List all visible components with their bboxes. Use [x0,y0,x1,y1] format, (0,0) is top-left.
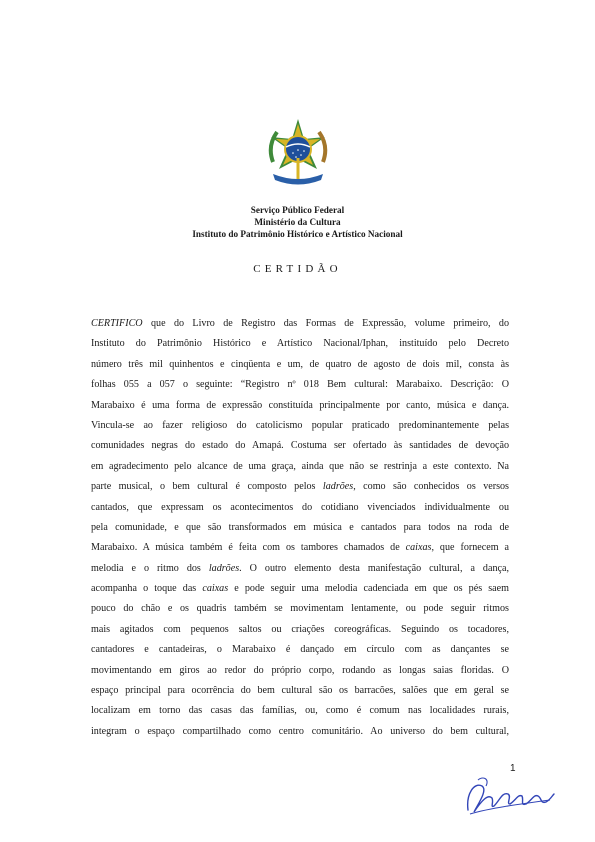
brazil-coat-of-arms-icon [267,118,329,190]
certificate-body [91,314,509,742]
body-line: acompanha o toque das caixas e pode seguir uma melodia cadenciada em que os pés saem [91,583,509,595]
body-line: mais agitados com pequenos saltos ou criações coreográficas. Seguindo os tocadores, [91,623,509,635]
body-line: Instituto do Patrimônio Histórico e Artístico Nacional/Iphan, instituído pelo Decreto [91,338,509,350]
body-line: Marabaixo. A música também é feita com os tambores chamados de caixas, que fornecem a [91,542,509,554]
institution-header [0,204,595,240]
header-line-institute: Instituto do Patrimônio Histórico e Artístico Nacional [192,229,403,239]
italic-term: ladrões [208,562,240,574]
body-line: espaço principal para ocorrência do bem cultural são os barracões, salões que em geral se [91,685,509,697]
body-line: número três mil quinhentos e cinqüenta e um, de quatro de agosto de dois mil, consta às [91,358,509,370]
page-number: 1 [510,763,516,774]
body-line: Vincula-se ao fazer religioso do catolicismo popular praticado predominantemente pelas [91,419,509,431]
italic-term: caixas [405,542,432,554]
body-line: folhas 055 a 057 o seguinte: “Registro nº 018 Bem cultural: Marabaixo. Descrição: O [91,379,509,391]
body-line: pela comunidade, e que são transformados em música e cantados para todos na roda de [91,521,509,533]
body-line: localizam em torno das casas das famílias, ou, como é comum nas localidades rurais, [91,705,509,717]
body-line: parte musical, o bem cultural é composto pelos ladrões, como são conhecidos os versos [91,481,509,493]
body-line: cantadores e cantadeiras, o Marabaixo é dançado em círculo com as dançantes se [91,644,509,656]
body-line: Marabaixo é uma forma de expressão constituída principalmente por canto, música e dança. [91,399,509,411]
body-line: CERTIFICO que do Livro de Registro das Formas de Expressão, volume primeiro, do [91,318,509,329]
body-line: integram o espaço compartilhado como centro comunitário. Ao universo do bem cultural, [91,725,509,737]
body-line: pouco do chão e os quadris também se movimentam lentamente, ou pode seguir ritmos [91,603,509,615]
body-line: em agradecimento pelo alcance de uma graça, ainda que não se restrinja a este contexto. Na [91,460,509,472]
document-title: CERTIDÃO [253,263,342,275]
header-line-ministry: Ministério da Cultura [254,217,341,227]
body-line: movimentando em giros ao redor do próprio corpo, rodando as longas saias floridas. O [91,664,509,676]
body-line: melodia e o ritmo dos ladrões. O outro elemento desta manifestação cultural, a dança, [91,562,509,574]
italic-term: caixas [202,583,229,595]
body-line: cantados, que expressam os acontecimentos do cotidiano vivenciados individualmente ou [91,501,509,513]
handwritten-signature-icon [460,774,556,818]
italic-term: ladrões [322,481,354,493]
body-line: comunidades negras do estado do Amapá. Costuma ser ofertado às santidades de devoção [91,440,509,452]
header-line-service: Serviço Público Federal [250,205,345,215]
certifico-emphasis: CERTIFICO [91,318,143,329]
